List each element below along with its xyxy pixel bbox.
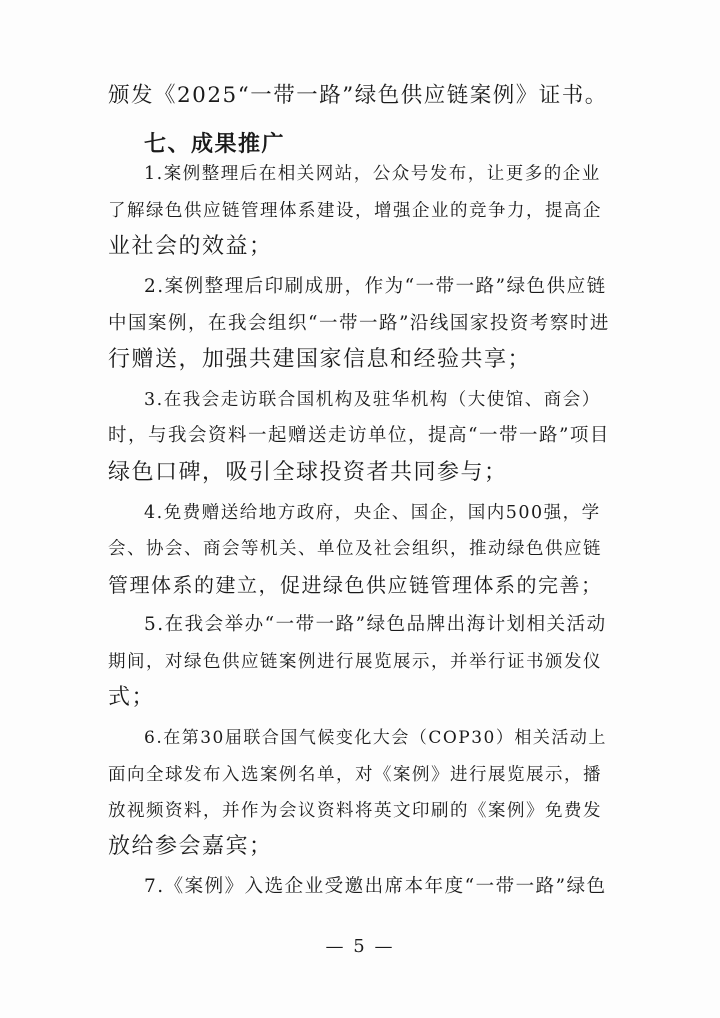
text-line: 7.《案例》入选企业受邀出席本年度“一带一路”绿色 xyxy=(144,876,607,897)
text-line: 绿色口碑，吸引全球投资者共同参与； xyxy=(108,460,508,485)
text-line: 业社会的效益； xyxy=(108,234,273,259)
text-line: 面向全球发布入选案例名单，对《案例》进行展览展示，播 xyxy=(108,765,602,785)
text-line: 放给参会嘉宾； xyxy=(108,834,273,859)
text-line: 2.案例整理后印刷成册，作为“一带一路”绿色供应链 xyxy=(144,276,607,297)
text-line: 行赠送，加强共建国家信息和经验共享； xyxy=(108,347,532,372)
text-line: 中国案例，在我会组织“一带一路”沿线国家投资考察时进 xyxy=(108,313,610,334)
text-line: 管理体系的建立，促进绿色供应链管理体系的完善； xyxy=(108,573,603,597)
text-line: 了解绿色供应链管理体系建设，增强企业的竞争力，提高企 xyxy=(108,201,602,221)
text-line: 会、协会、商会等机关、单位及社会组织，推动绿色供应链 xyxy=(108,539,602,559)
text-line: 颁发《2025“一带一路”绿色供应链案例》证书。 xyxy=(108,83,608,108)
text-line: 放视频资料，并作为会议资料将英文印刷的《案例》免费发 xyxy=(108,801,602,821)
text-line: 6.在第30届联合国气候变化大会（COP30）相关活动上 xyxy=(144,728,607,748)
text-line: 1.案例整理后在相关网站，公众号发布，让更多的企业 xyxy=(144,164,601,184)
text-line: 5.在我会举办“一带一路”绿色品牌出海计划相关活动 xyxy=(144,614,607,635)
text-line: 4.免费赠送给地方政府，央企、国企，国内500强，学 xyxy=(144,503,601,523)
text-line: 式； xyxy=(108,685,156,710)
text-line: 期间，对绿色供应链案例进行展览展示，并举行证书颁发仪 xyxy=(108,652,602,672)
page-number: — 5 — xyxy=(325,936,395,957)
text-line: 3.在我会走访联合国机构及驻华机构（大使馆、商会） xyxy=(144,390,601,410)
text-line: 时，与我会资料一起赠送走访单位，提高“一带一路”项目 xyxy=(108,425,610,446)
section-heading: 七、成果推广 xyxy=(144,131,286,157)
